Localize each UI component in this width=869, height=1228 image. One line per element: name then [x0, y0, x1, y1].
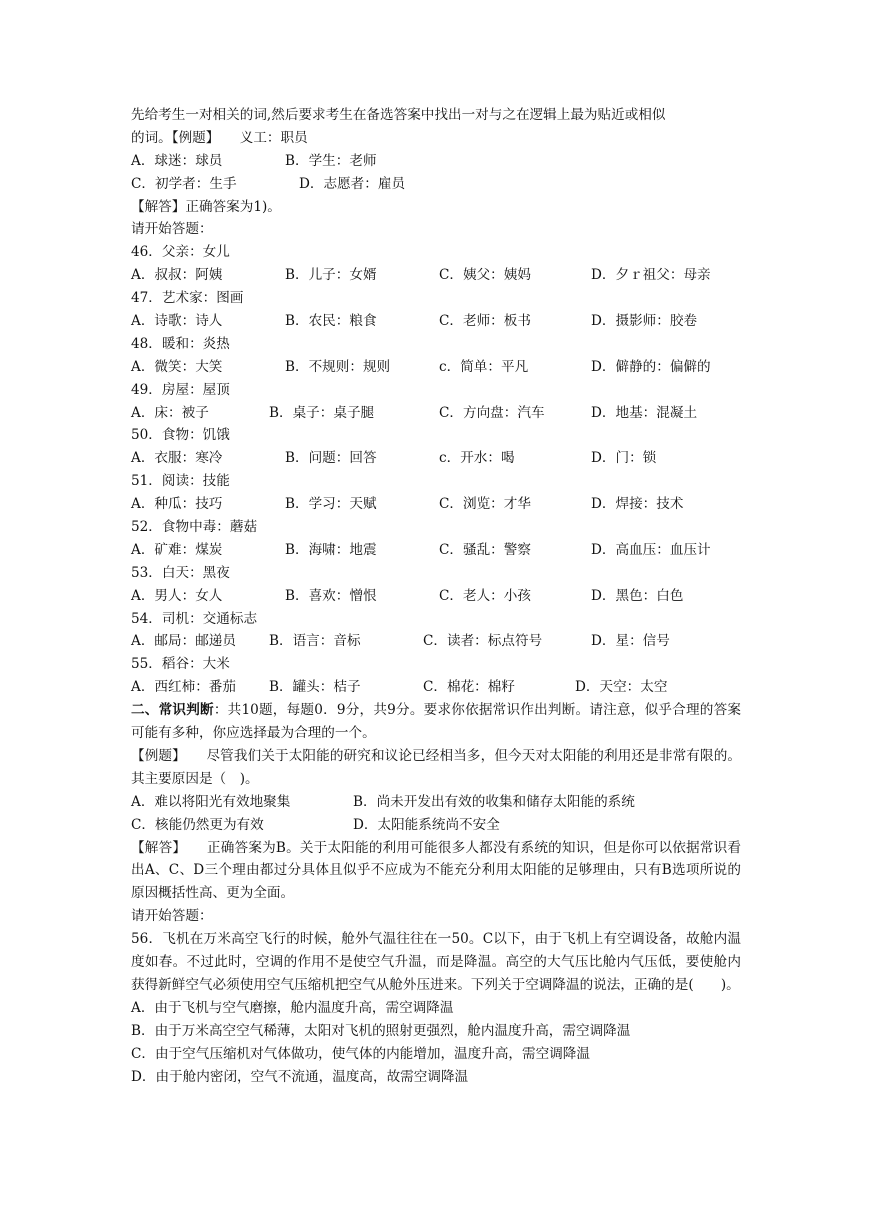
question-option-c: C．方向盘：汽车 — [439, 404, 545, 421]
question-option-d: D．地基：混凝土 — [591, 404, 698, 421]
question-option-b: B．学习：天赋 — [285, 496, 377, 513]
intro-line-1: 先给考生一对相关的词,然后要求考生在备选答案中找出一对与之在逻辑上最为贴近或相似 — [131, 107, 666, 123]
section2-example-option-c: C．核能仍然更为有效 — [131, 816, 264, 833]
question-56-stem: 56．飞机在万米高空飞行的时候，舱外气温往往在一50。C以下，由于飞机上有空调设备，故舱内温度如春。不过此时，空调的作用不是使空气升温，而是降温。高空的大气压比舱内气压低，要使舱内获得新鲜空气必须使用空气压缩机把空气从舱外压进来。下列关于空调降温的说法，正确的是( )。 — [131, 931, 741, 993]
question-option-a: A．床：被子 — [131, 404, 209, 421]
example-options-row-2 — [131, 173, 741, 196]
question-option-b: B．农民：粮食 — [285, 313, 377, 330]
question-stem: 46．父亲：女儿 — [131, 244, 230, 261]
question-option-a: A．衣服：寒冷 — [131, 450, 223, 467]
example-option-a: A．球迷：球员 — [131, 152, 223, 169]
question-stem: 49．房屋：屋顶 — [131, 381, 230, 398]
question-stem: 47．艺术家：图画 — [131, 290, 244, 307]
question-option-c: C．棉花：棉籽 — [423, 679, 515, 696]
question-option-b: B．语言：音标 — [269, 633, 361, 650]
example-options-row-1 — [131, 150, 741, 173]
start-prompt: 请开始答题： — [131, 221, 213, 238]
section2-title: 二、常识判断 — [131, 702, 214, 719]
question-options-row — [131, 585, 741, 608]
question-56-option-c: C．由于空气压缩机对气体做功，使气体的内能增加，温度升高，需空调降温 — [131, 1045, 590, 1062]
question-options-row — [131, 676, 741, 699]
question-option-d: D．星：信号 — [591, 633, 670, 650]
question-56-option-a: A．由于飞机与空气磨擦，舱内温度升高，需空调降温 — [131, 999, 454, 1016]
question-options-row — [131, 539, 741, 562]
section2-example-option-d: D．太阳能系统尚不安全 — [353, 816, 500, 833]
question-options-row — [131, 447, 741, 470]
question-stem: 52．食物中毒：蘑菇 — [131, 519, 258, 536]
question-option-c: C．姨父：姨妈 — [439, 267, 531, 284]
question-option-c: C．骚乱：警察 — [439, 541, 531, 558]
question-option-a: A．叔叔：阿姨 — [131, 267, 223, 284]
section2-example: 【例题】 尽管我们关于太阳能的研究和议论已经相当多，但今天对太阳能的利用还是非常有限的。其主要原因是（ )。 — [131, 747, 741, 787]
question-option-b: B．海啸：地震 — [285, 541, 377, 558]
question-option-d: D．门：锁 — [591, 450, 657, 467]
question-option-c: C．老师：板书 — [439, 313, 531, 330]
section2-example-options-row-1 — [131, 791, 741, 814]
example-option-c: C．初学者：生手 — [131, 175, 237, 192]
section2-example-option-a: A．难以将阳光有效地聚集 — [131, 793, 291, 810]
question-option-d: D．摄影师：胶卷 — [591, 313, 698, 330]
question-option-d: D．夕ｒ祖父：母亲 — [591, 267, 711, 284]
question-stem: 50．食物：饥饿 — [131, 427, 230, 444]
section2-example-options-row-2 — [131, 814, 741, 837]
question-options-row — [131, 402, 741, 425]
question-options-row — [131, 493, 741, 516]
question-option-c: C．老人：小孩 — [439, 587, 531, 604]
question-option-d: D．焊接：技术 — [591, 496, 684, 513]
intro-line-2: 的词。【例题】 义工：职员 — [131, 129, 308, 146]
question-option-d: D．天空：太空 — [575, 679, 668, 696]
question-option-d: D．僻静的：偏僻的 — [591, 358, 711, 375]
section2-example-answer: 【解答】 正确答案为B。关于太阳能的利用可能很多人都没有系统的知识，但是你可以依据常识看出A、C、D三个理由都过分具体且似乎不应成为不能充分利用太阳能的足够理由，只有B选项所说的原因概括性高、更为全面。 — [131, 839, 741, 902]
question-list — [131, 241, 741, 699]
section2-heading — [131, 699, 741, 745]
question-options-row — [131, 630, 741, 653]
question-option-d: D．黑色：白色 — [591, 587, 684, 604]
question-option-a: A．男人：女人 — [131, 587, 223, 604]
question-option-a: A．邮局：邮递员 — [131, 633, 236, 650]
question-options-row — [131, 264, 741, 287]
question-option-b: B．桌子：桌子腿 — [269, 404, 375, 421]
question-options-row — [131, 310, 741, 333]
question-56-option-b: B．由于万米高空空气稀薄，太阳对飞机的照射更强烈，舱内温度升高，需空调降温 — [131, 1022, 631, 1039]
question-stem: 51．阅读：技能 — [131, 473, 230, 490]
question-option-c: C．浏览：才华 — [439, 496, 531, 513]
question-option-a: A．诗歌：诗人 — [131, 313, 223, 330]
question-option-a: A．西红柿：番茄 — [131, 679, 236, 696]
question-option-b: B．喜欢：憎恨 — [285, 587, 377, 604]
question-option-a: A．种瓜：技巧 — [131, 496, 223, 513]
question-56-option-d: D．由于舱内密闭，空气不流通，温度高，故需空调降温 — [131, 1068, 469, 1085]
question-option-a: A．矿难：煤炭 — [131, 541, 223, 558]
question-stem: 53．白天：黑夜 — [131, 564, 230, 581]
question-option-b: B．儿子：女婿 — [285, 267, 377, 284]
question-option-a: A．微笑：大笑 — [131, 358, 223, 375]
question-option-c: c．开水：喝 — [439, 450, 515, 467]
example-option-b: B．学生：老师 — [285, 152, 377, 169]
question-option-c: C．读者：标点符号 — [423, 633, 543, 650]
section2-example-option-b: B．尚未开发出有效的收集和储存太阳能的系统 — [353, 793, 635, 810]
question-option-d: D．高血压：血压计 — [591, 541, 711, 558]
question-option-b: B．罐头：桔子 — [269, 679, 361, 696]
question-option-b: B．问题：回答 — [285, 450, 377, 467]
question-stem: 54．司机：交通标志 — [131, 610, 258, 627]
section2-instructions: ：共10题，每题0．9分，共9分。要求你依据常识作出判断。请注意，似乎合理的答案可能有多种，你应选择最为合理的一个。 — [131, 702, 742, 742]
example-answer: 【解答】正确答案为1)。 — [131, 198, 281, 215]
question-stem: 48．暖和：炎热 — [131, 335, 230, 352]
example-option-d: D．志愿者：雇员 — [299, 175, 406, 192]
question-stem: 55．稻谷：大米 — [131, 656, 230, 673]
section2-start-prompt: 请开始答题： — [131, 908, 213, 925]
question-option-c: c．简单：平凡 — [439, 358, 529, 375]
question-option-b: B．不规则：规则 — [285, 358, 391, 375]
document-page — [131, 104, 741, 1088]
question-options-row — [131, 356, 741, 379]
